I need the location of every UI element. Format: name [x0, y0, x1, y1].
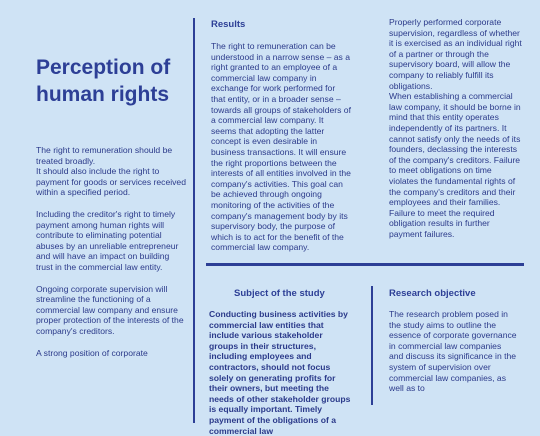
- research-heading: Research objective: [389, 288, 476, 299]
- right-paragraph-1: Properly performed corporate supervision, regardless of whether it is exercised as an individual right of a partner or through the supervisory board, will allow the company to reliably fulfill its obligations.: [389, 17, 522, 91]
- results-text: The right to remuneration can be understood in a narrow sense – as a right granted to an employee of a commercial law company in exchange for work performed for that entity, or in a broader sense – towards all groups of stakeholders of a commercial law company. It seems that adopting the latter concept is even desirable in business transactions. It will ensure the right proportions between the interests of all entities involved in the company's activities. This goal can be achieved through ongoing monitoring of the activities of the company's management body by its supervisory body, the purpose of which is to act for the benefit of the commercial law company.: [211, 41, 351, 253]
- left-paragraph-1: The right to remuneration should be treated broadly. It should also include the right to payment for goods or services received within a specified period.: [36, 145, 186, 198]
- vertical-divider-main: [193, 18, 195, 423]
- left-paragraph-2: Including the creditor's right to timely payment among human rights will contribute to eliminating potential abuses by an unreliable entrepreneur and will have an impact on building trust in the commercial law entity.: [36, 208, 179, 272]
- right-column-text: [389, 17, 523, 239]
- horizontal-divider: [206, 263, 524, 266]
- left-paragraph-4: A strong position of corporate: [36, 347, 148, 358]
- left-paragraph-3: Ongoing corporate supervision will streamline the functioning of a commercial law company and ensure proper protection of the interests of the company's creditors.: [36, 283, 184, 336]
- page-title: Perception of human rights: [36, 56, 171, 106]
- vertical-divider-bottom: [371, 286, 373, 405]
- left-column: [36, 145, 186, 358]
- results-heading: Results: [211, 19, 246, 30]
- subject-heading: Subject of the study: [234, 288, 325, 299]
- research-text: The research problem posed in the study aims to outline the essence of corporate governance in commercial law companies and discuss its significance in the system of supervision over commercial law companies, as well as to: [389, 309, 517, 394]
- right-paragraph-2: When establishing a commercial law company, it should be borne in mind that this entity operates independently of its partners. It cannot satisfy only the needs of its founders, declassing the interests of the company's creditors. Failure to meet obligations on time violates the fundamental rights of the company's creditors and their employees and their families. Failure to meet the required obligation results in further payment failures.: [389, 91, 521, 239]
- subject-text: Conducting business activities by commercial law entities that include various stakeholder groups in their structures, including employees and contractors, should not focus solely on generating profits for their owners, but meeting the needs of other stakeholder groups is equally important. Timely payment of the obligations of a commercial law: [209, 309, 351, 436]
